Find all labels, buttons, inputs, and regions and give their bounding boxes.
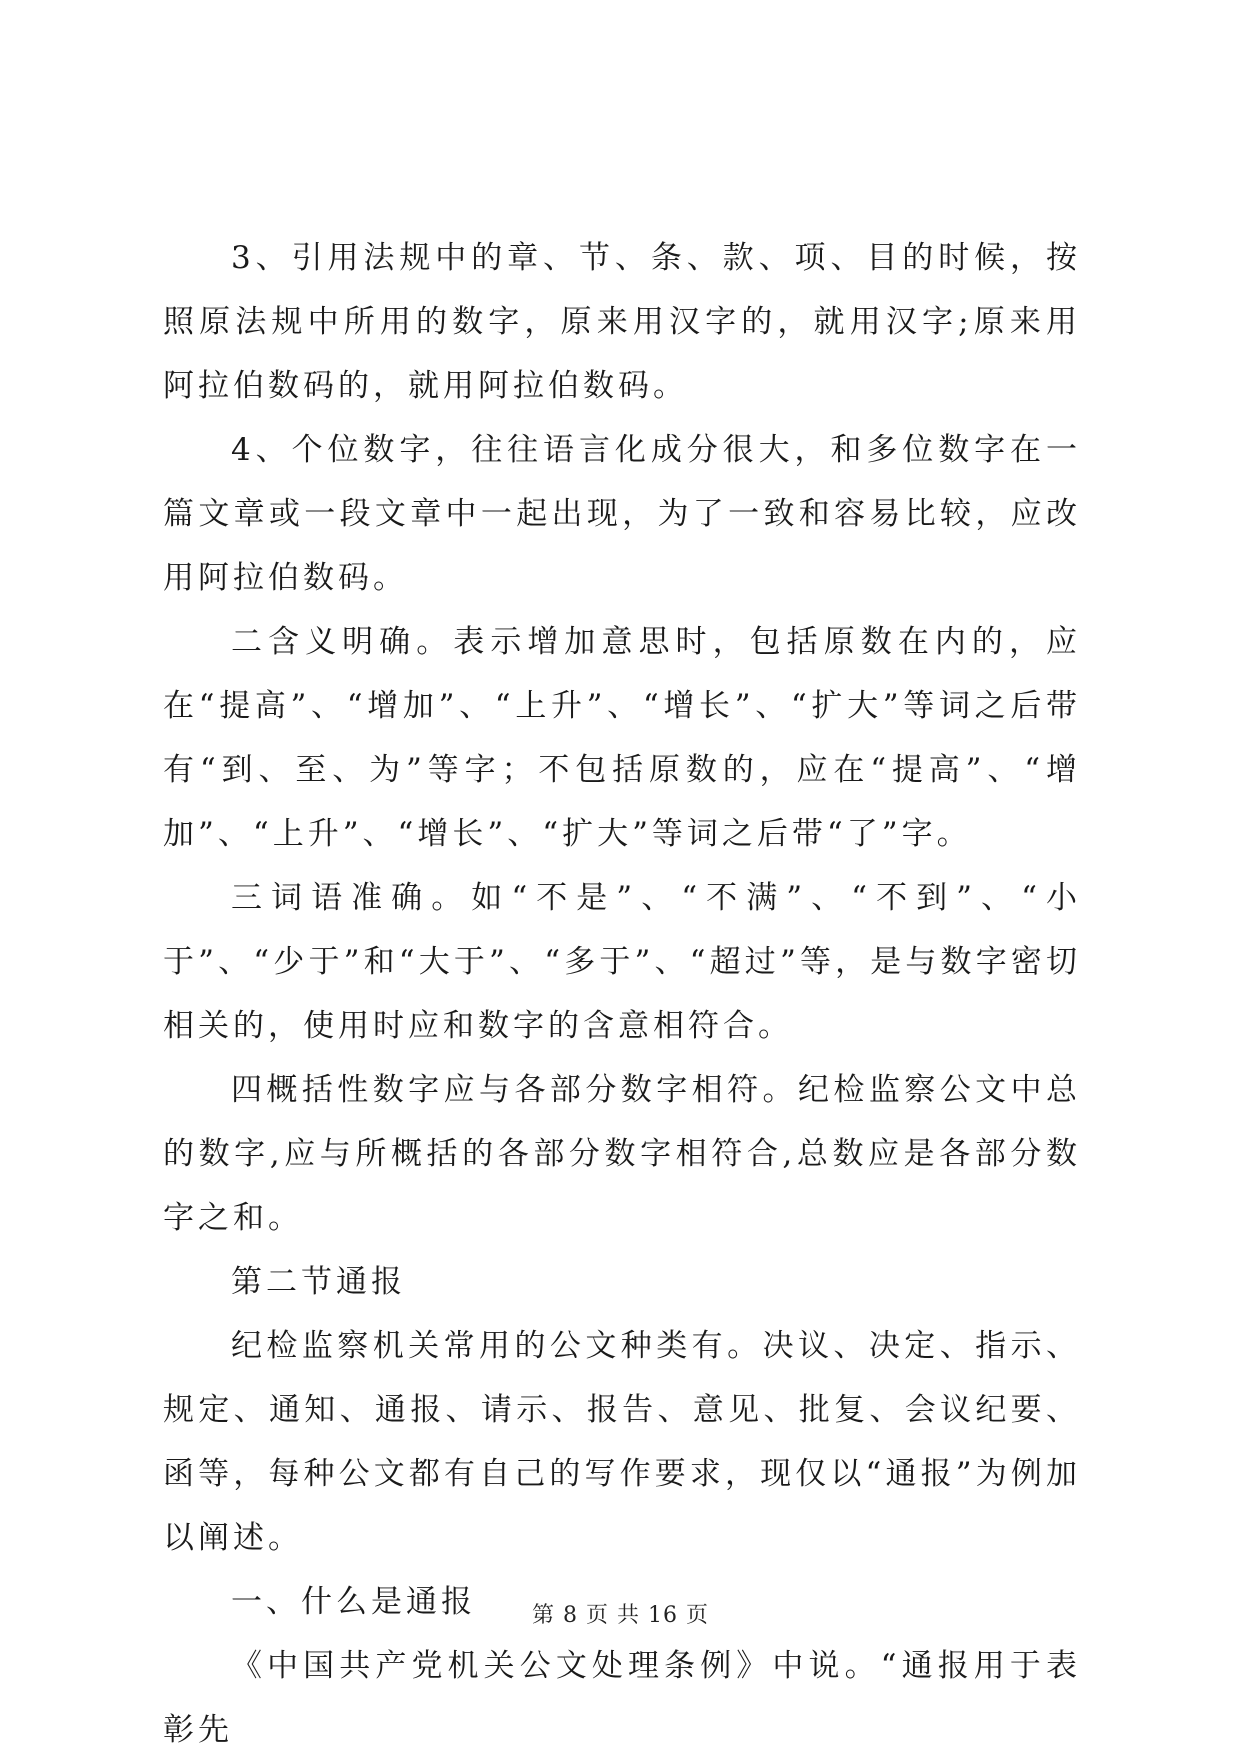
subheading-what-is-bulletin: 一、什么是通报 [231,1584,476,1620]
paragraph-summary-numbers: 四概括性数字应与各部分数字相符。纪检监察公文中总的数字,应与所概括的各部分数字相符合,总数应是各部分数字之和。 [163,1072,1081,1236]
document-body [163,226,1081,1762]
section-heading-bulletin: 第二节通报 [231,1264,406,1300]
paragraph-word-accuracy: 三词语准确。如“不是”、“不满”、“不到”、“小于”、“少于”和“大于”、“多于”、“超过”等，是与数字密切相关的，使用时应和数字的含意相符合。 [163,880,1081,1044]
paragraph-document-types: 纪检监察机关常用的公文种类有。决议、决定、指示、规定、通知、通报、请示、报告、意见、批复、会议纪要、函等，每种公文都有自己的写作要求，现仅以“通报”为例加以阐述。 [163,1328,1081,1556]
page-number-footer: 第 8 页 共 16 页 [532,1603,709,1628]
paragraph-meaning-clear: 二含义明确。表示增加意思时，包括原数在内的，应在“提高”、“增加”、“上升”、“增长”、“扩大”等词之后带有“到、至、为”等字；不包括原数的，应在“提高”、“增加”、“上升”、“增长”、“扩大”等词之后带“了”字。 [163,624,1081,852]
paragraph-regulation-quote: 《中国共产党机关公文处理条例》中说。“通报用于表彰先 [163,1648,1081,1748]
paragraph-article-4: 4、个位数字，往往语言化成分很大，和多位数字在一篇文章或一段文章中一起出现，为了一致和容易比较，应改用阿拉伯数码。 [163,432,1081,596]
paragraph-article-3: 3、引用法规中的章、节、条、款、项、目的时候，按照原法规中所用的数字，原来用汉字的，就用汉字;原来用阿拉伯数码的，就用阿拉伯数码。 [163,240,1081,404]
